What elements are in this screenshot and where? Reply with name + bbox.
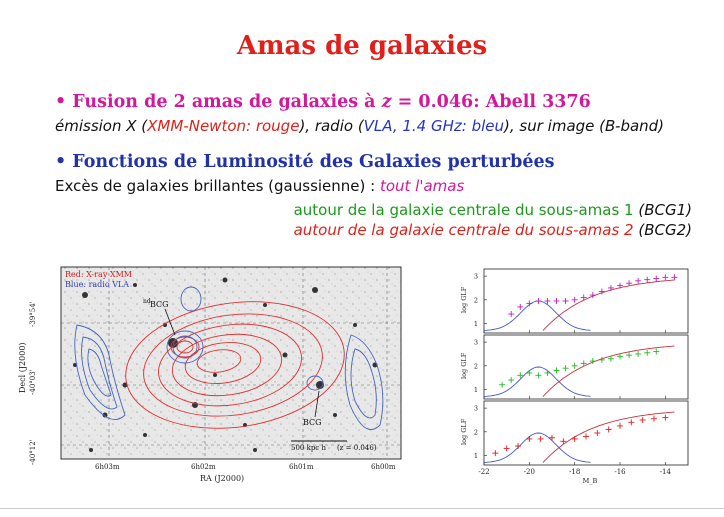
schechter-fit-curve <box>543 412 675 463</box>
x-tick-label: -14 <box>659 468 671 476</box>
bullet-merger-z: z <box>381 92 392 112</box>
x-tick-label: -16 <box>614 468 626 476</box>
bcg2-text: autour de la galaxie centrale du sous-amas 2 <box>293 221 639 239</box>
y-axis-label: log GLF <box>460 352 468 379</box>
legend-radio: Blue: radio VLA <box>65 280 130 289</box>
panel-frame-1 <box>484 335 688 399</box>
y-tick-label: 3 <box>473 404 478 413</box>
y-tick-label: 3 <box>473 272 478 281</box>
x-tick-label: -18 <box>569 468 581 476</box>
ra-tick-1: 6h02m <box>191 463 216 471</box>
dec-tick-1: -40°03' <box>29 369 37 395</box>
ra-tick-3: 6h00m <box>371 463 396 471</box>
y-tick-label: 1 <box>473 320 478 329</box>
bullet-dot: • <box>55 92 73 112</box>
page-title: Amas de galaxies <box>236 31 488 61</box>
bullet-luminosity-text: Fonctions de Luminosité des Galaxies perturbées <box>72 152 555 172</box>
ra-tick-0: 6h03m <box>95 463 120 471</box>
footer-rule <box>0 508 724 509</box>
x-tick-label: -20 <box>523 468 535 476</box>
ra-tick-2: 6h01m <box>289 463 314 471</box>
bcg2-label: (BCG2) <box>638 221 692 239</box>
y-tick-label: 2 <box>473 362 478 371</box>
bcg1-text: autour de la galaxie centrale du sous-amas 1 <box>293 201 639 219</box>
bcg1-label: (BCG1) <box>638 201 692 219</box>
y-axis-label: log GLF <box>460 418 468 445</box>
y-tick-label: 2 <box>473 428 478 437</box>
emission-text-a: émission X ( <box>55 117 148 135</box>
bullet-merger <box>55 92 591 112</box>
bullet-luminosity <box>55 152 554 172</box>
bcg1-marker-label: BCG <box>150 300 169 309</box>
bullet-merger-suffix: = 0.046: Abell 3376 <box>391 92 591 112</box>
bcg1-sup: nd <box>143 298 151 305</box>
excess-whole-cluster: tout l'amas <box>379 177 465 195</box>
cluster-image-figure <box>15 265 420 487</box>
legend-xray: Red: X-ray XMM <box>65 270 132 279</box>
excess-text: Excès de galaxies brillantes (gaussienne) : <box>55 177 380 195</box>
x-tick-label: -22 <box>478 468 490 476</box>
dec-tick-0: -39°54' <box>29 301 37 327</box>
bullet-merger-prefix: Fusion de 2 amas de galaxies à <box>72 92 382 112</box>
emission-xmm: XMM-Newton: rouge <box>147 117 300 135</box>
panel-frame-2 <box>484 401 688 465</box>
ra-axis-label: RA (J2000) <box>200 474 245 483</box>
emission-line <box>55 117 664 135</box>
y-axis-label: log GLF <box>460 286 468 313</box>
scalebar-label: 500 kpc h <box>291 444 326 452</box>
x-axis-label: M_B <box>582 477 598 485</box>
emission-text-e: ), sur image (B-band) <box>504 117 665 135</box>
bcg1-line <box>294 201 692 219</box>
y-tick-label: 1 <box>473 386 478 395</box>
schechter-fit-curve <box>543 346 675 397</box>
y-tick-label: 2 <box>473 296 478 305</box>
emission-vla: VLA, 1.4 GHz: bleu <box>363 117 505 135</box>
bullet-dot: • <box>55 152 73 172</box>
y-tick-label: 3 <box>473 338 478 347</box>
emission-text-c: ), radio ( <box>299 117 364 135</box>
dec-axis-label: Decl (J2000) <box>18 342 27 393</box>
bcg2-line <box>294 221 692 239</box>
sky-image <box>61 267 401 459</box>
excess-line <box>55 177 464 195</box>
y-tick-label: 1 <box>473 452 478 461</box>
scalebar-z: (z = 0.046) <box>337 444 377 452</box>
bcg2-marker-label: BCG <box>303 418 322 427</box>
dec-tick-2: -40°12' <box>29 439 37 465</box>
luminosity-function-chart <box>456 265 696 490</box>
